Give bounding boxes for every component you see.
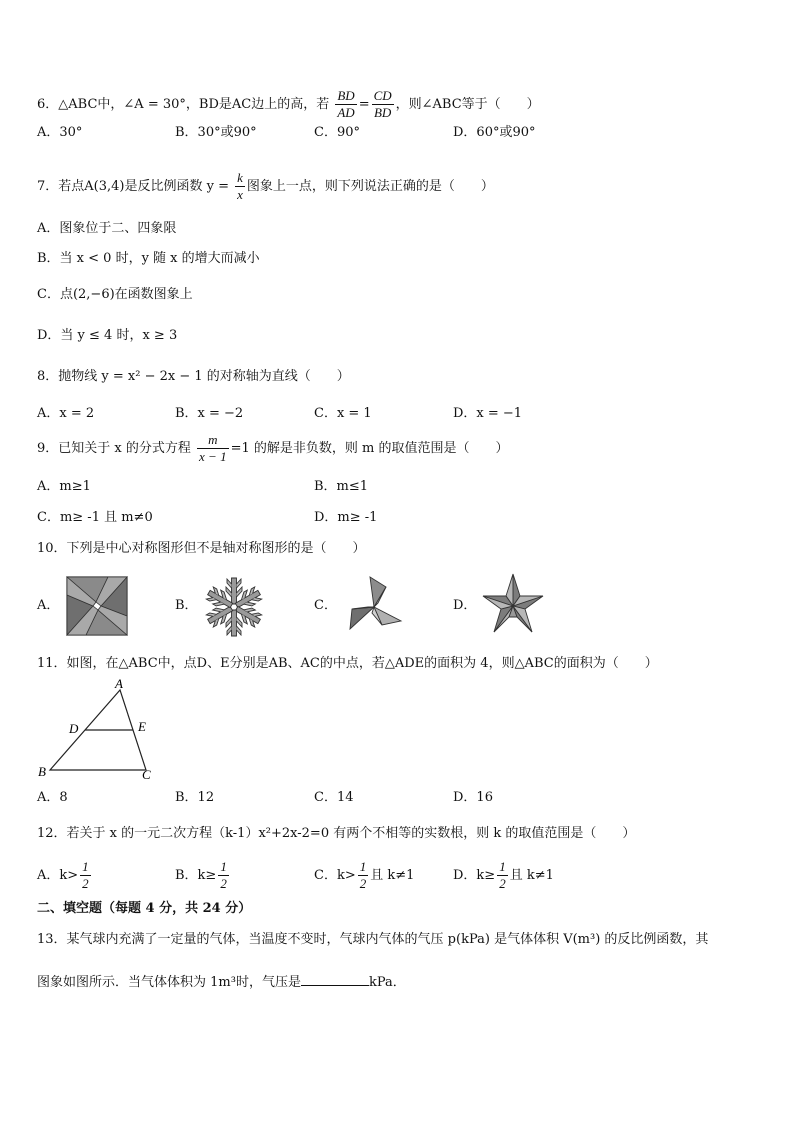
q6-option-d: D．60°或90° xyxy=(453,125,536,140)
q13-line-2: 图象如图所示．当气体体积为 1m³时，气压是 kPa． xyxy=(37,975,406,990)
q8-option-d: D．x = −1 xyxy=(453,406,523,421)
q7-fraction: $\frac{k}{x}$ xyxy=(237,170,243,202)
q8-option-a: A．x = 2 xyxy=(37,406,95,421)
q11-label-e: E xyxy=(138,719,146,734)
q9-fraction: $\frac{m}{x - 1}$ xyxy=(199,432,227,464)
q7-option-c: C．点(2,−6)在函数图象上 xyxy=(37,287,193,302)
q13-line-1: 13．某气球内充满了一定量的气体，当温度不变时，气球内气体的气压 p(kPa) 是气体体积 V(m³) 的反比例函数，其 xyxy=(37,932,709,947)
q10-option-d: D． xyxy=(453,598,477,613)
q7-option-b: B．当 x < 0 时，y 随 x 的增大而减小 xyxy=(37,251,260,266)
q6-option-b: B．30°或90° xyxy=(175,125,257,140)
q12-option-a: A．k> $\frac{1}{2}$ xyxy=(37,859,89,891)
q12-option-d: D．k≥ $\frac{1}{2}$ 且 k≠1 xyxy=(453,859,554,891)
q7-stem: 7．若点A(3,4)是反比例函数 y = $\frac{k}{x}$ 图象上一点，则下列说法正确的是（ ） xyxy=(37,170,494,202)
q8-option-b: B．x = −2 xyxy=(175,406,244,421)
section-title-fill-in: 二、填空题（每题 4 分，共 24 分） xyxy=(37,901,252,916)
q8-option-c: C．x = 1 xyxy=(314,406,372,421)
q12-stem: 12．若关于 x 的一元二次方程（k-1）x²+2x-2=0 有两个不相等的实数根，则 k 的取值范围是（ ） xyxy=(37,826,636,841)
q10-stem: 10．下列是中心对称图形但不是轴对称图形的是（ ） xyxy=(37,541,366,556)
q10-option-a: A． xyxy=(37,598,60,613)
q7-option-d: D．当 y ≤ 4 时，x ≥ 3 xyxy=(37,328,178,343)
q10-option-b: B． xyxy=(175,598,198,613)
q11-option-b: B．12 xyxy=(175,790,215,805)
q10-figure-c-triskelion xyxy=(340,574,408,640)
q11-label-a: A xyxy=(115,676,123,691)
q10-option-c: C． xyxy=(314,598,337,613)
q10-figure-b-snowflake xyxy=(200,574,268,640)
q9-option-d: D．m≥ -1 xyxy=(314,510,378,525)
q11-option-d: D．16 xyxy=(453,790,493,805)
q13-answer-blank[interactable] xyxy=(301,973,369,986)
q6-fraction-1: $\frac{BD}{AD}$ xyxy=(337,88,355,120)
q10-figure-d-star xyxy=(478,572,548,640)
q6-option-c: C．90° xyxy=(314,125,360,140)
q11-stem: 11．如图，在△ABC中，点D、E分别是AB、AC的中点，若△ADE的面积为 4，则△ABC的面积为（ ） xyxy=(37,656,658,671)
q11-label-b: B xyxy=(38,764,46,779)
q9-option-a: A．m≥1 xyxy=(37,479,91,494)
q11-triangle-figure xyxy=(36,676,166,786)
q11-label-c: C xyxy=(142,767,151,782)
q10-figure-a-pinwheel xyxy=(66,576,128,636)
q12-option-c: C．k> $\frac{1}{2}$ 且 k≠1 xyxy=(314,859,415,891)
q11-label-d: D xyxy=(69,721,79,736)
q9-stem: 9．已知关于 x 的分式方程 $\frac{m}{x - 1}$ =1 的解是非负数，则 m 的取值范围是（ ） xyxy=(37,432,509,464)
q11-option-c: C．14 xyxy=(314,790,354,805)
q6-option-a: A．30° xyxy=(37,125,83,140)
q7-option-a: A．图象位于二、四象限 xyxy=(37,221,177,236)
q6-fraction-2: $\frac{CD}{BD}$ xyxy=(373,88,392,120)
q11-option-a: A．8 xyxy=(37,790,68,805)
q12-option-b: B．k≥ $\frac{1}{2}$ xyxy=(175,859,227,891)
q8-stem: 8．抛物线 y = x² − 2x − 1 的对称轴为直线（ ） xyxy=(37,369,350,384)
q9-option-c: C．m≥ -1 且 m≠0 xyxy=(37,510,153,525)
q6-stem: 6．△ABC中，∠A = 30°，BD是AC边上的高，若 $\frac{BD}{AD}$ = $\frac{CD}{BD}$ ，则∠ABC等于（ ） xyxy=(37,88,540,120)
q9-option-b: B．m≤1 xyxy=(314,479,369,494)
